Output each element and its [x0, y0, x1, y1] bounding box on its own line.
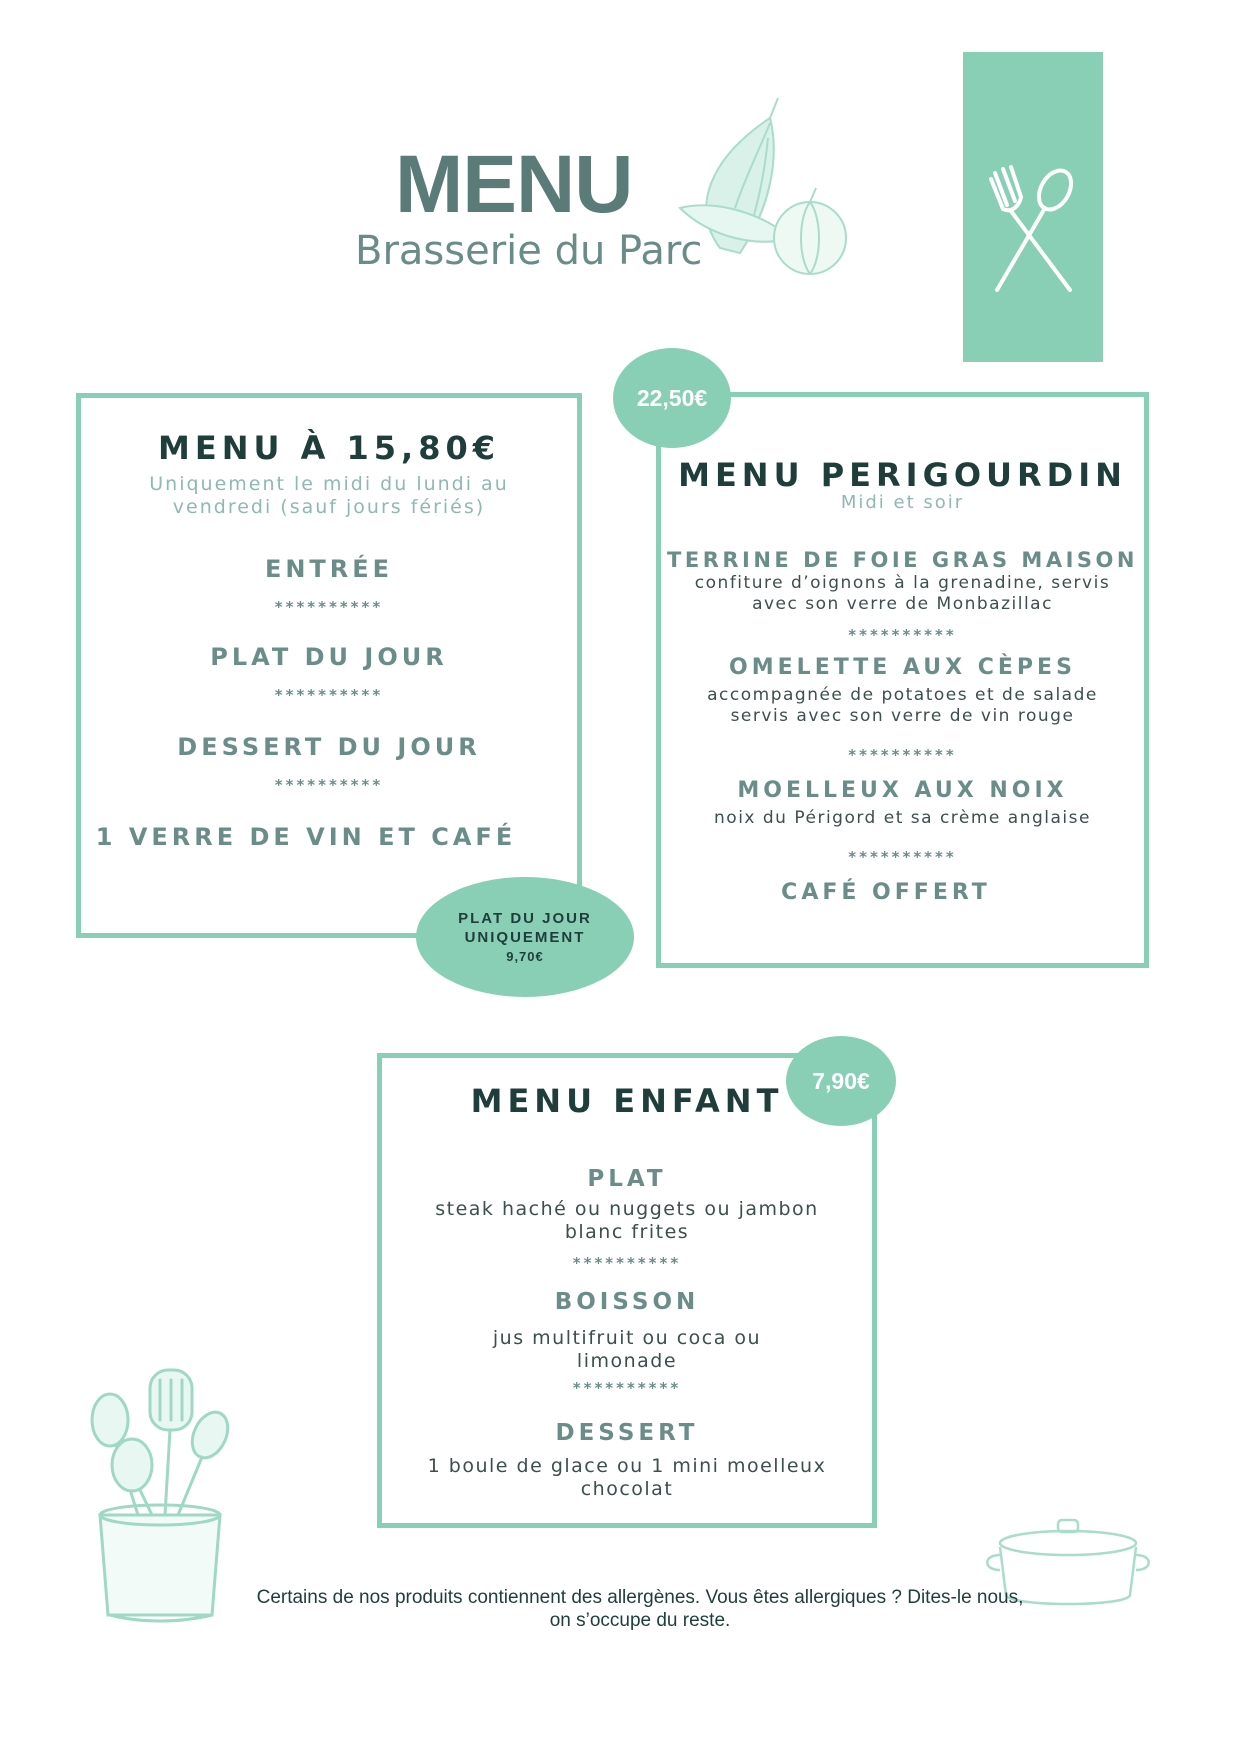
- menu-title: MENU À 15,80€: [158, 429, 500, 467]
- price-badge-perigourdin: 22,50€: [613, 348, 731, 448]
- course-moelleux-desc: noix du Périgord et sa crème anglaise: [714, 808, 1091, 828]
- vegetables-illustration: [660, 88, 860, 288]
- course-boisson: BOISSON: [554, 1289, 700, 1315]
- course-omelette-desc2: servis avec son verre de vin rouge: [730, 706, 1075, 726]
- menu-subtitle-line1: Uniquement le midi du lundi au: [149, 473, 509, 495]
- menu-perigourdin-card: [656, 392, 1149, 968]
- menu-title: MENU ENFANT: [470, 1082, 784, 1120]
- course-moelleux: MOELLEUX AUX NOIX: [737, 778, 1068, 803]
- course-plat-desc1: steak haché ou nuggets ou jambon: [435, 1198, 819, 1220]
- fork-spoon-icon: [985, 165, 1080, 295]
- allergen-line1: Certains de nos produits contiennent des allergènes. Vous êtes allergiques ? Dites-le nous,: [256, 1587, 1024, 1608]
- restaurant-name: Brasserie du Parc: [355, 228, 703, 274]
- course-dessert-desc2: chocolat: [580, 1478, 674, 1500]
- course-cafe-offert: CAFÉ OFFERT: [781, 880, 991, 905]
- separator: **********: [274, 598, 384, 616]
- course-dessert: DESSERT: [555, 1420, 699, 1446]
- separator: **********: [848, 746, 957, 764]
- menu-enfant-card: [377, 1053, 877, 1528]
- separator: **********: [274, 686, 384, 704]
- course-omelette: OMELETTE AUX CÈPES: [729, 655, 1076, 680]
- menu-title: MENU PERIGOURDIN: [678, 456, 1127, 494]
- course-boisson-desc1: jus multifruit ou coca ou: [492, 1327, 762, 1349]
- separator: **********: [848, 848, 957, 866]
- badge-price: 9,70€: [506, 948, 544, 964]
- plat-du-jour-badge: [416, 877, 634, 997]
- course-terrine: TERRINE DE FOIE GRAS MAISON: [667, 548, 1138, 572]
- separator: **********: [274, 776, 384, 794]
- course-terrine-desc2: avec son verre de Monbazillac: [752, 594, 1053, 614]
- separator: **********: [572, 1254, 682, 1272]
- separator: **********: [848, 626, 957, 644]
- menu-subtitle: Midi et soir: [840, 492, 965, 513]
- course-plat-du-jour: PLAT DU JOUR: [210, 643, 448, 671]
- badge-line1: PLAT DU JOUR: [458, 909, 592, 927]
- menu-15-80-card: [76, 393, 582, 938]
- course-entree: ENTRÉE: [264, 555, 394, 583]
- course-plat-desc2: blanc frites: [564, 1221, 690, 1243]
- price-badge-enfant: 7,90€: [786, 1036, 896, 1126]
- menu-subtitle-line2: vendredi (sauf jours fériés): [172, 496, 486, 518]
- course-dessert-desc1: 1 boule de glace ou 1 mini moelleux: [427, 1455, 827, 1477]
- allergen-notice: [150, 1586, 1130, 1632]
- course-omelette-desc1: accompagnée de potatoes et de salade: [707, 685, 1098, 705]
- separator: **********: [572, 1379, 682, 1397]
- badge-line2: UNIQUEMENT: [464, 928, 586, 946]
- allergen-line2: on s’occupe du reste.: [549, 1610, 731, 1631]
- course-dessert-du-jour: DESSERT DU JOUR: [177, 733, 481, 761]
- course-plat: PLAT: [587, 1166, 667, 1192]
- course-vin-cafe: 1 VERRE DE VIN ET CAFÉ: [95, 823, 517, 851]
- course-boisson-desc2: limonade: [576, 1350, 678, 1372]
- course-terrine-desc1: confiture d’oignons à la grenadine, servis: [694, 573, 1111, 593]
- page-title: MENU: [395, 139, 633, 230]
